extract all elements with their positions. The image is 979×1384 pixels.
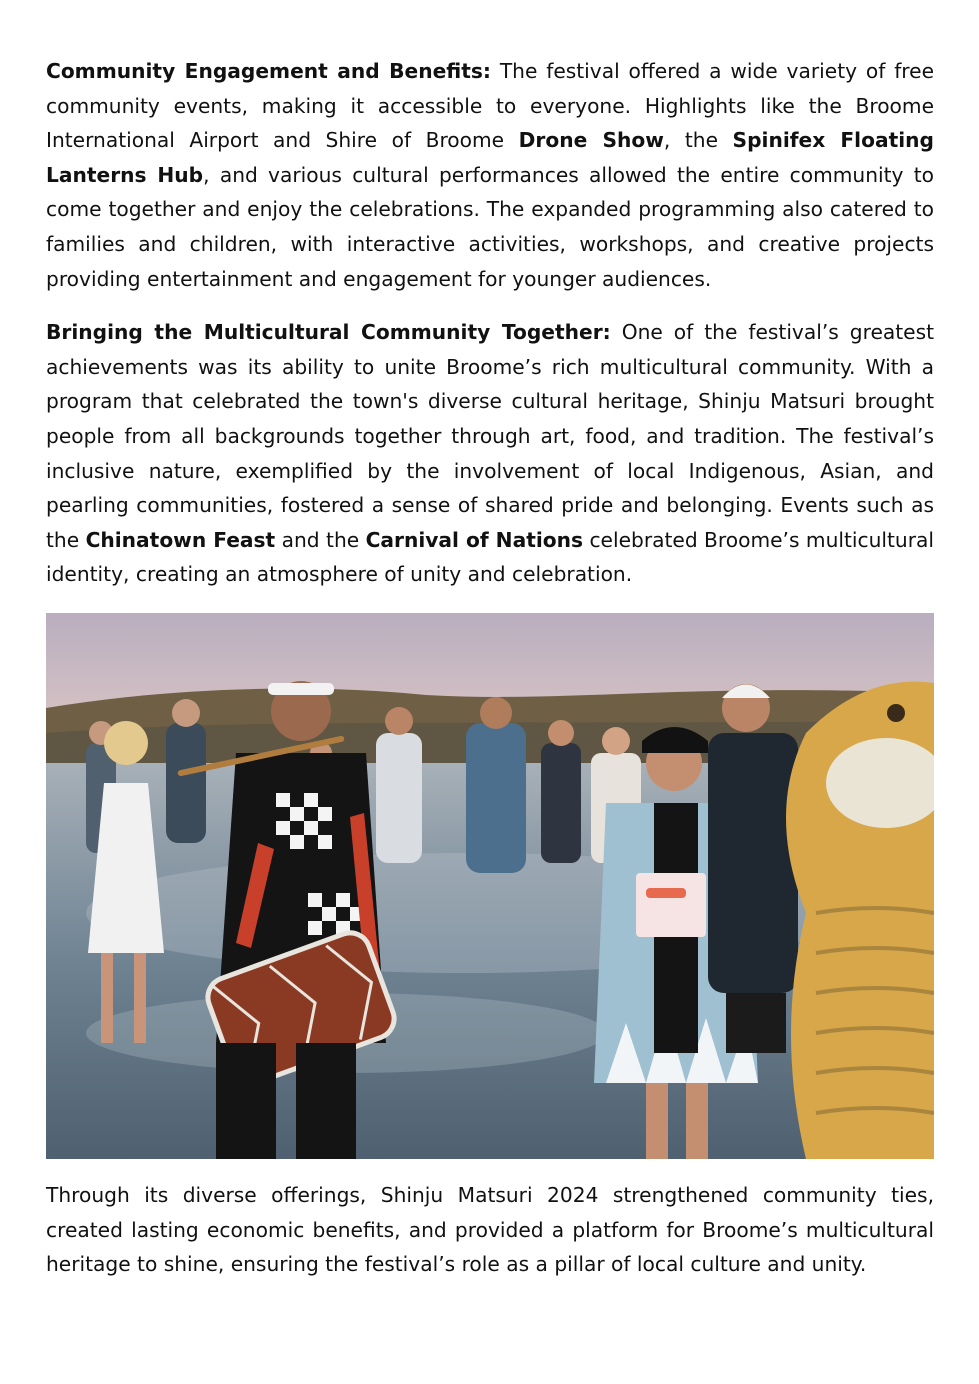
closing-paragraph-block	[46, 1178, 934, 1282]
pearl-mascot	[786, 682, 934, 1159]
paragraph-community-engagement: Community Engagement and Benefits: The festival offered a wide variety of free community events, making it accessible to everyone. Highlights like the Broome International Airport and Shire of Broome Drone Show, the Spinifex Floating Lanterns Hub, and various cultural performances allowed the entire community to come together and enjoy the celebrations. The expanded programming also catered to families and children, with interactive activities, workshops, and creative projects providing entertainment and engagement for younger audiences.	[46, 59, 934, 291]
paragraph-multicultural: Bringing the Multicultural Community Together: One of the festival’s greatest achievements was its ability to unite Broome’s rich multicultural community. With a program that celebrated the town's diverse cultural heritage, Shinju Matsuri brought people from all backgrounds together through art, food, and tradition. The festival’s inclusive nature, exemplified by the involvement of local Indigenous, Asian, and pearling communities, fostered a sense of shared pride and belonging. Events such as the Chinatown Feast and the Carnival of Nations celebrated Broome’s multicultural identity, creating an atmosphere of unity and celebration.	[46, 320, 935, 587]
photo-illustration	[46, 613, 934, 1159]
bold-drone-show: Drone Show	[518, 128, 664, 153]
bold-carnival-of-nations: Carnival of Nations	[365, 527, 584, 552]
heading-community-engagement: Community Engagement and Benefits:	[46, 59, 491, 83]
document-body	[46, 54, 934, 592]
festival-parade-photo	[46, 613, 934, 1159]
bold-chinatown-feast: Chinatown Feast	[85, 527, 276, 552]
heading-multicultural: Bringing the Multicultural Community Together:	[46, 320, 611, 345]
bold-lanterns-hub: Spinifex Floating Lanterns Hub	[46, 128, 934, 187]
paragraph-closing: Through its diverse offerings, Shinju Matsuri 2024 strengthened community ties, created lasting economic benefits, and provided a platform for Broome’s multicultural heritage to shine, ensuring the festival’s role as a pillar of local culture and unity.	[46, 1183, 934, 1277]
